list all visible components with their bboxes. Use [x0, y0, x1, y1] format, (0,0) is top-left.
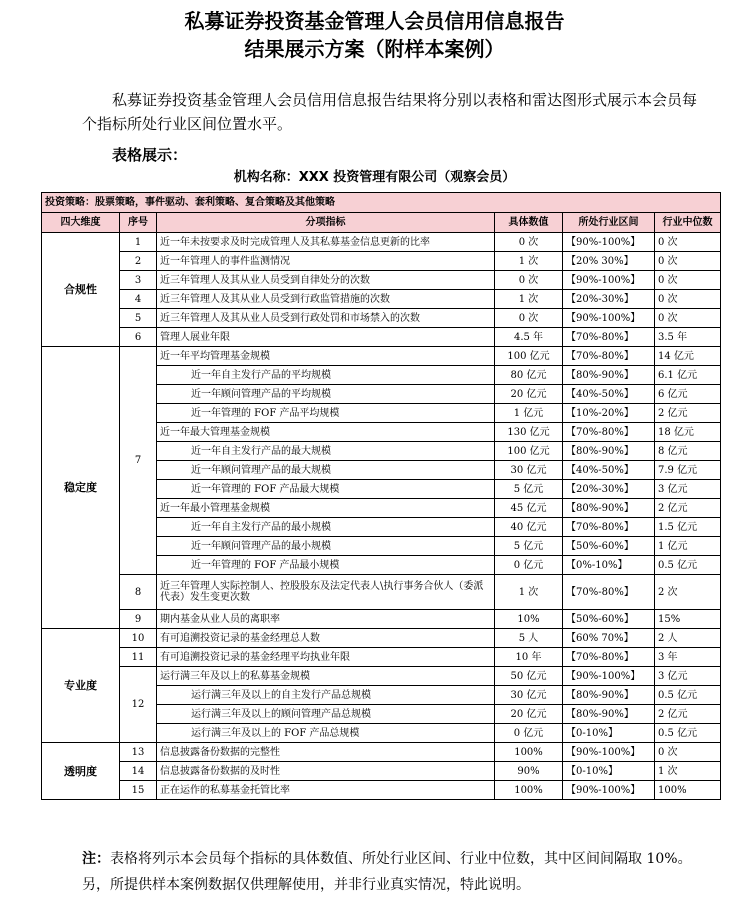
table-row [42, 252, 721, 271]
row-value: 100 亿元 [495, 347, 563, 366]
row-range: 【80%-90%】 [563, 366, 655, 385]
row-range: 【90%-100%】 [563, 781, 655, 800]
table-row [42, 762, 721, 781]
row-median: 0 次 [655, 252, 721, 271]
row-indicator: 有可追溯投资记录的基金经理总人数 [157, 629, 495, 648]
row-indicator: 运行满三年及以上的私募基金规模 [157, 667, 495, 686]
row-indicator: 运行满三年及以上的顾问管理产品总规模 [157, 705, 495, 724]
row-median: 18 亿元 [655, 423, 721, 442]
header-cell: 分项指标 [157, 213, 495, 233]
row-value: 5 人 [495, 629, 563, 648]
row-value: 45 亿元 [495, 499, 563, 518]
row-indicator: 近三年管理人实际控制人、控股股东及法定代表人\执行事务合伙人（委派代表）发生变更次数 [157, 575, 495, 610]
row-median: 2 亿元 [655, 499, 721, 518]
row-median: 0 次 [655, 233, 721, 252]
report-title: 私募证券投资基金管理人会员信用信息报告 [184, 9, 565, 33]
row-range: 【40%-50%】 [563, 385, 655, 404]
row-no: 2 [120, 252, 157, 271]
row-range: 【50%-60%】 [563, 537, 655, 556]
row-median: 15% [655, 610, 721, 629]
row-no: 3 [120, 271, 157, 290]
table-row [42, 290, 721, 309]
row-median: 3 年 [655, 648, 721, 667]
row-median: 7.9 亿元 [655, 461, 721, 480]
row-median: 0.5 亿元 [655, 724, 721, 743]
row-indicator: 近一年顾问管理产品的最大规模 [157, 461, 495, 480]
strategy-row: 投资策略：股票策略，事件驱动、套利策略、复合策略及其他策略 [42, 193, 721, 213]
row-median: 1 次 [655, 762, 721, 781]
row-no: 1 [120, 233, 157, 252]
row-no: 14 [120, 762, 157, 781]
row-value: 5 亿元 [495, 480, 563, 499]
header-cell: 序号 [120, 213, 157, 233]
row-value: 1 亿元 [495, 404, 563, 423]
table-row [42, 629, 721, 648]
row-median: 3.5 年 [655, 328, 721, 347]
row-value: 0 次 [495, 309, 563, 328]
header-cell: 四大维度 [42, 213, 120, 233]
row-range: 【60% 70%】 [563, 629, 655, 648]
table-header [42, 213, 721, 233]
row-range: 【0-10%】 [563, 724, 655, 743]
table-row [42, 667, 721, 686]
row-range: 【90%-100%】 [563, 271, 655, 290]
credit-table [41, 192, 721, 800]
row-value: 100% [495, 743, 563, 762]
row-range: 【90%-100%】 [563, 743, 655, 762]
row-range: 【70%-80%】 [563, 347, 655, 366]
row-median: 0 次 [655, 271, 721, 290]
row-indicator: 信息披露备份数据的完整性 [157, 743, 495, 762]
row-median: 6.1 亿元 [655, 366, 721, 385]
row-indicator: 信息披露备份数据的及时性 [157, 762, 495, 781]
row-value: 30 亿元 [495, 686, 563, 705]
dimension-compliance: 合规性 [42, 233, 120, 347]
row-value: 30 亿元 [495, 461, 563, 480]
row-indicator: 近三年管理人及其从业人员受到自律处分的次数 [157, 271, 495, 290]
row-no: 12 [120, 667, 157, 743]
section-label: 表格展示： [112, 146, 188, 164]
row-median: 0 次 [655, 309, 721, 328]
header-cell: 所处行业区间 [563, 213, 655, 233]
row-value: 50 亿元 [495, 667, 563, 686]
row-no: 9 [120, 610, 157, 629]
row-indicator: 近一年自主发行产品的最大规模 [157, 442, 495, 461]
row-value: 1 次 [495, 252, 563, 271]
row-median: 100% [655, 781, 721, 800]
row-value: 5 亿元 [495, 537, 563, 556]
row-indicator: 近一年最大管理基金规模 [157, 423, 495, 442]
row-range: 【80%-90%】 [563, 686, 655, 705]
row-indicator: 近一年平均管理基金规模 [157, 347, 495, 366]
note-text: 表格将列示本会员每个指标的具体数值、所处行业区间、行业中位数，其中区间间隔取 10%。另，所提供样本案例数据仅供理解使用，并非行业真实情况，特此说明。 [82, 851, 692, 893]
row-median: 2 亿元 [655, 404, 721, 423]
row-range: 【70%-80%】 [563, 575, 655, 610]
note-label: 注： [82, 851, 110, 867]
row-range: 【90%-100%】 [563, 667, 655, 686]
table-row [42, 648, 721, 667]
row-indicator: 近一年未按要求及时完成管理人及其私募基金信息更新的比率 [157, 233, 495, 252]
table-row [42, 743, 721, 762]
row-value: 0 次 [495, 271, 563, 290]
org-name: 机构名称：XXX 投资管理有限公司（观察会员） [233, 170, 516, 185]
row-indicator: 近一年自主发行产品的平均规模 [157, 366, 495, 385]
row-range: 【90%-100%】 [563, 233, 655, 252]
dimension-transparency: 透明度 [42, 743, 120, 800]
row-no: 7 [120, 347, 157, 575]
row-indicator: 管理人展业年限 [157, 328, 495, 347]
row-value: 1 次 [495, 575, 563, 610]
row-value: 90% [495, 762, 563, 781]
table-row [42, 781, 721, 800]
row-range: 【50%-60%】 [563, 610, 655, 629]
row-range: 【20% 30%】 [563, 252, 655, 271]
row-indicator: 近三年管理人及其从业人员受到行政处罚和市场禁入的次数 [157, 309, 495, 328]
row-value: 100 亿元 [495, 442, 563, 461]
header-cell: 行业中位数 [655, 213, 721, 233]
row-no: 6 [120, 328, 157, 347]
row-range: 【10%-20%】 [563, 404, 655, 423]
row-indicator: 近一年管理的 FOF 产品最大规模 [157, 480, 495, 499]
row-indicator: 近一年最小管理基金规模 [157, 499, 495, 518]
row-no: 11 [120, 648, 157, 667]
row-no: 13 [120, 743, 157, 762]
row-range: 【70%-80%】 [563, 328, 655, 347]
row-median: 2 次 [655, 575, 721, 610]
row-value: 0 亿元 [495, 724, 563, 743]
row-range: 【70%-80%】 [563, 648, 655, 667]
row-range: 【0-10%】 [563, 762, 655, 781]
row-range: 【90%-100%】 [563, 309, 655, 328]
dimension-stability: 稳定度 [42, 347, 120, 629]
row-indicator: 近一年顾问管理产品的最小规模 [157, 537, 495, 556]
row-indicator: 有可追溯投资记录的基金经理平均执业年限 [157, 648, 495, 667]
row-range: 【80%-90%】 [563, 705, 655, 724]
row-range: 【0%-10%】 [563, 556, 655, 575]
table-row [42, 575, 721, 610]
row-median: 3 亿元 [655, 667, 721, 686]
table-row [42, 610, 721, 629]
row-indicator: 近一年管理的 FOF 产品平均规模 [157, 404, 495, 423]
table-row [42, 347, 721, 366]
row-value: 20 亿元 [495, 385, 563, 404]
row-value: 10 年 [495, 648, 563, 667]
row-no: 4 [120, 290, 157, 309]
report-subtitle: 结果展示方案（附样本案例） [244, 37, 505, 61]
row-value: 20 亿元 [495, 705, 563, 724]
row-range: 【80%-90%】 [563, 499, 655, 518]
row-value: 40 亿元 [495, 518, 563, 537]
row-range: 【40%-50%】 [563, 461, 655, 480]
table-row [42, 233, 721, 252]
row-indicator: 正在运作的私募基金托管比率 [157, 781, 495, 800]
row-median: 6 亿元 [655, 385, 721, 404]
row-median: 14 亿元 [655, 347, 721, 366]
row-median: 8 亿元 [655, 442, 721, 461]
row-indicator: 近一年顾问管理产品的平均规模 [157, 385, 495, 404]
row-median: 3 亿元 [655, 480, 721, 499]
row-range: 【70%-80%】 [563, 423, 655, 442]
row-range: 【80%-90%】 [563, 442, 655, 461]
table-row [42, 328, 721, 347]
row-indicator: 近一年管理人的事件监测情况 [157, 252, 495, 271]
row-median: 0 次 [655, 743, 721, 762]
row-no: 10 [120, 629, 157, 648]
row-value: 0 次 [495, 233, 563, 252]
row-indicator: 近一年自主发行产品的最小规模 [157, 518, 495, 537]
row-median: 1.5 亿元 [655, 518, 721, 537]
row-median: 2 人 [655, 629, 721, 648]
row-indicator: 近一年管理的 FOF 产品最小规模 [157, 556, 495, 575]
row-no: 8 [120, 575, 157, 610]
row-indicator: 近三年管理人及其从业人员受到行政监管措施的次数 [157, 290, 495, 309]
row-range: 【20%-30%】 [563, 480, 655, 499]
header-cell: 具体数值 [495, 213, 563, 233]
row-value: 1 次 [495, 290, 563, 309]
dimension-professionalism: 专业度 [42, 629, 120, 743]
row-indicator: 运行满三年及以上的 FOF 产品总规模 [157, 724, 495, 743]
row-range: 【20%-30%】 [563, 290, 655, 309]
row-no: 15 [120, 781, 157, 800]
row-median: 2 亿元 [655, 705, 721, 724]
row-value: 4.5 年 [495, 328, 563, 347]
row-median: 0.5 亿元 [655, 556, 721, 575]
footnote [82, 846, 712, 898]
row-range: 【70%-80%】 [563, 518, 655, 537]
row-value: 130 亿元 [495, 423, 563, 442]
table-row [42, 309, 721, 328]
row-indicator: 期内基金从业人员的离职率 [157, 610, 495, 629]
row-value: 80 亿元 [495, 366, 563, 385]
intro-paragraph: 私募证券投资基金管理人会员信用信息报告结果将分别以表格和雷达图形式展示本会员每个指标所处行业区间位置水平。 [82, 91, 698, 133]
row-indicator: 运行满三年及以上的自主发行产品总规模 [157, 686, 495, 705]
row-median: 1 亿元 [655, 537, 721, 556]
row-value: 0 亿元 [495, 556, 563, 575]
row-no: 5 [120, 309, 157, 328]
row-median: 0 次 [655, 290, 721, 309]
row-value: 10% [495, 610, 563, 629]
row-median: 0.5 亿元 [655, 686, 721, 705]
row-value: 100% [495, 781, 563, 800]
table-row [42, 271, 721, 290]
